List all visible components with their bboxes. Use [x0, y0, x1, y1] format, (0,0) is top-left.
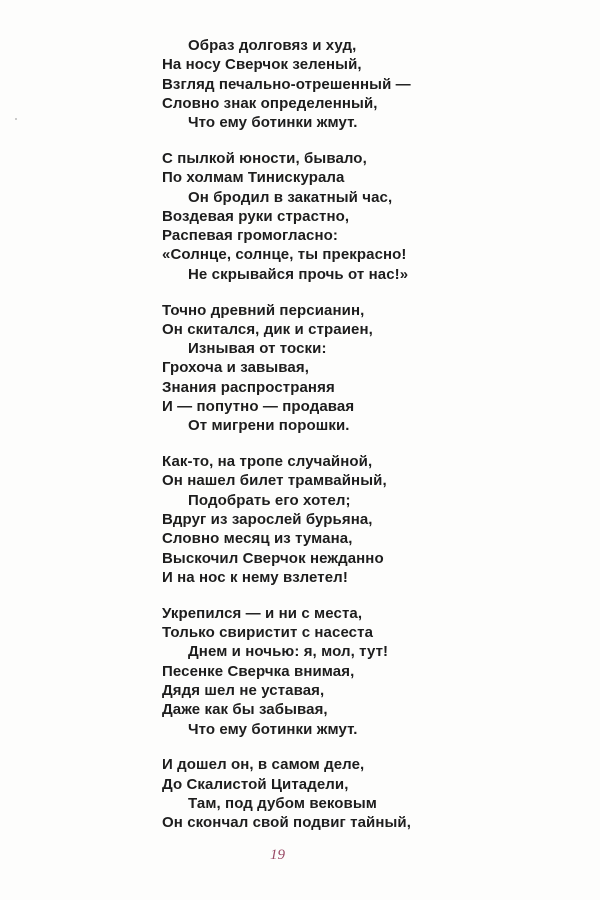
stanza	[162, 301, 411, 436]
poem-line: Даже как бы забывая,	[162, 701, 328, 719]
stanza	[162, 452, 411, 587]
poem-line: Знания распространяя	[162, 378, 335, 396]
poem-line: Как-то, на тропе случайной,	[162, 453, 373, 471]
poem-line: Образ долговяз и худ,	[188, 37, 357, 54]
poem-line: Дядя шел не уставая,	[162, 681, 325, 699]
poem-line: Что ему ботинки жмут.	[188, 720, 358, 738]
poem-line: С пылкой юности, бывало,	[162, 149, 367, 167]
poem-text	[162, 36, 411, 849]
poem-line: Вдруг из зарослей бурьяна,	[162, 511, 373, 529]
poem-line: По холмам Тинискурала	[162, 169, 345, 187]
poem-line: Песенке Сверчка внимая,	[162, 662, 355, 680]
poem-line: Он нашел билет трамвайный,	[162, 472, 387, 490]
poem-line: Он бродил в закатный час,	[188, 188, 393, 206]
poem-line: Он скитался, дик и страиен,	[162, 320, 373, 338]
poem-line: И на нос к нему взлетел!	[162, 568, 348, 586]
poem-line: Взгляд печально-отрешенный —	[162, 75, 411, 93]
poem-line: От мигрени порошки.	[188, 417, 350, 435]
poem-line: И — попутно — продавая	[162, 398, 355, 416]
poem-line: Распевая громогласно:	[162, 227, 339, 245]
stanza	[162, 36, 411, 132]
poem-line: Словно знак определенный,	[162, 94, 378, 112]
poem-line: На носу Сверчок зеленый,	[162, 56, 362, 74]
stanza	[162, 149, 411, 284]
poem-line: Только свиристит с насеста	[162, 624, 374, 642]
poem-line: Воздевая руки страстно,	[162, 207, 350, 225]
poem-line: Что ему ботинки жмут.	[188, 114, 358, 132]
poem-line: До Скалистой Цитадели,	[162, 775, 349, 793]
poem-line: Днем и ночью: я, мол, тут!	[188, 643, 389, 661]
poem-line: И дошел он, в самом деле,	[162, 756, 365, 774]
poem-line: Подобрать его хотел;	[188, 491, 351, 509]
scan-speck	[15, 118, 17, 120]
poem-line: Точно древний персианин,	[162, 301, 365, 319]
poem-line: Не скрывайся прочь от нас!»	[188, 265, 409, 283]
poem-line: Словно месяц из тумана,	[162, 530, 353, 548]
poem-line: Грохоча и завывая,	[162, 359, 309, 377]
poem-line: Укрепился — и ни с места,	[162, 604, 363, 622]
poem-line: Выскочил Сверчок нежданно	[162, 549, 384, 567]
stanza	[162, 755, 411, 832]
poem-line: Изнывая от тоски:	[188, 340, 327, 358]
poem-line: Он скончал свой подвиг тайный,	[162, 814, 412, 832]
stanza	[162, 604, 411, 739]
poem-line: Там, под дубом вековым	[188, 794, 377, 812]
page-number: 19	[270, 847, 285, 863]
poem-line: «Солнце, солнце, ты прекрасно!	[162, 246, 407, 264]
